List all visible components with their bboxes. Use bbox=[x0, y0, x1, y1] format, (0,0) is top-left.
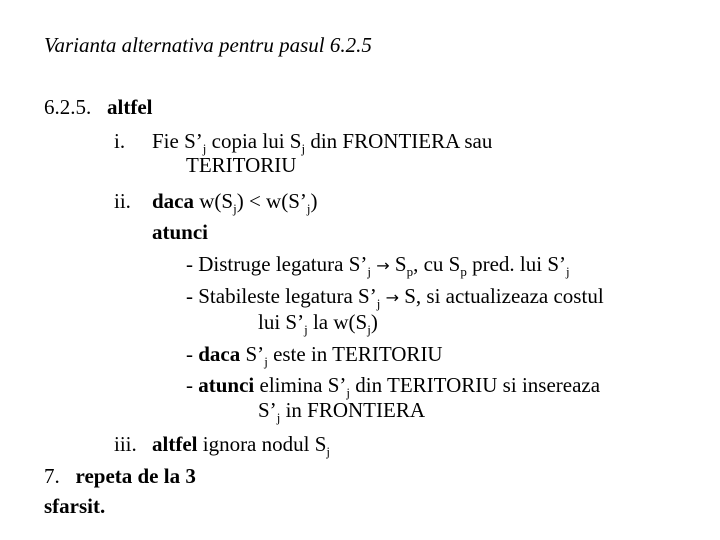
item-ii-condition: daca $w(S_j)$ < $w(S’_j)$ bbox=[152, 189, 318, 216]
step-number: 6.2.5. bbox=[44, 95, 92, 119]
item-i-marker: i. bbox=[114, 129, 126, 153]
item-i-continuation: TERITORIU bbox=[186, 153, 297, 177]
bullet-set-link: - Stabileste legatura $S’_j \to S$, si actualizeaza costul bbox=[186, 284, 604, 311]
item-i-line: Fie $S’_j$ copia lui $S_j$ din FRONTIERA sau bbox=[152, 129, 493, 156]
step-7: 7. repeta de la 3 bbox=[44, 464, 196, 488]
step-heading bbox=[44, 95, 152, 119]
item-iii-marker: iii. bbox=[114, 432, 137, 456]
page-title: Varianta alternativa pentru pasul 6.2.5 bbox=[44, 33, 372, 57]
bullet-then-remove: - atunci elimina $S’_j$ din TERITORIU si insereaza bbox=[186, 373, 601, 400]
step-keyword: altfel bbox=[107, 95, 153, 119]
item-iii-line: altfel ignora nodul $S_j$ bbox=[152, 432, 331, 459]
item-ii-marker: ii. bbox=[114, 189, 131, 213]
bullet-set-link-continuation: lui $S’_j$ la $w(S_j)$ bbox=[258, 310, 378, 337]
end-keyword: sfarsit. bbox=[44, 494, 106, 518]
then-keyword: atunci bbox=[152, 220, 209, 244]
bullet-then-remove-continuation: $S’_j$ in FRONTIERA bbox=[258, 398, 425, 425]
right-arrow-icon: → bbox=[385, 288, 399, 307]
bullet-destroy-link: - Distruge legatura $S’_j \to S_p$, cu $S_p$ pred. lui $S’_j$ bbox=[186, 252, 570, 279]
bullet-if-territory: - daca $S’_j$ este in TERITORIU bbox=[186, 342, 443, 369]
right-arrow-icon: → bbox=[376, 256, 390, 275]
